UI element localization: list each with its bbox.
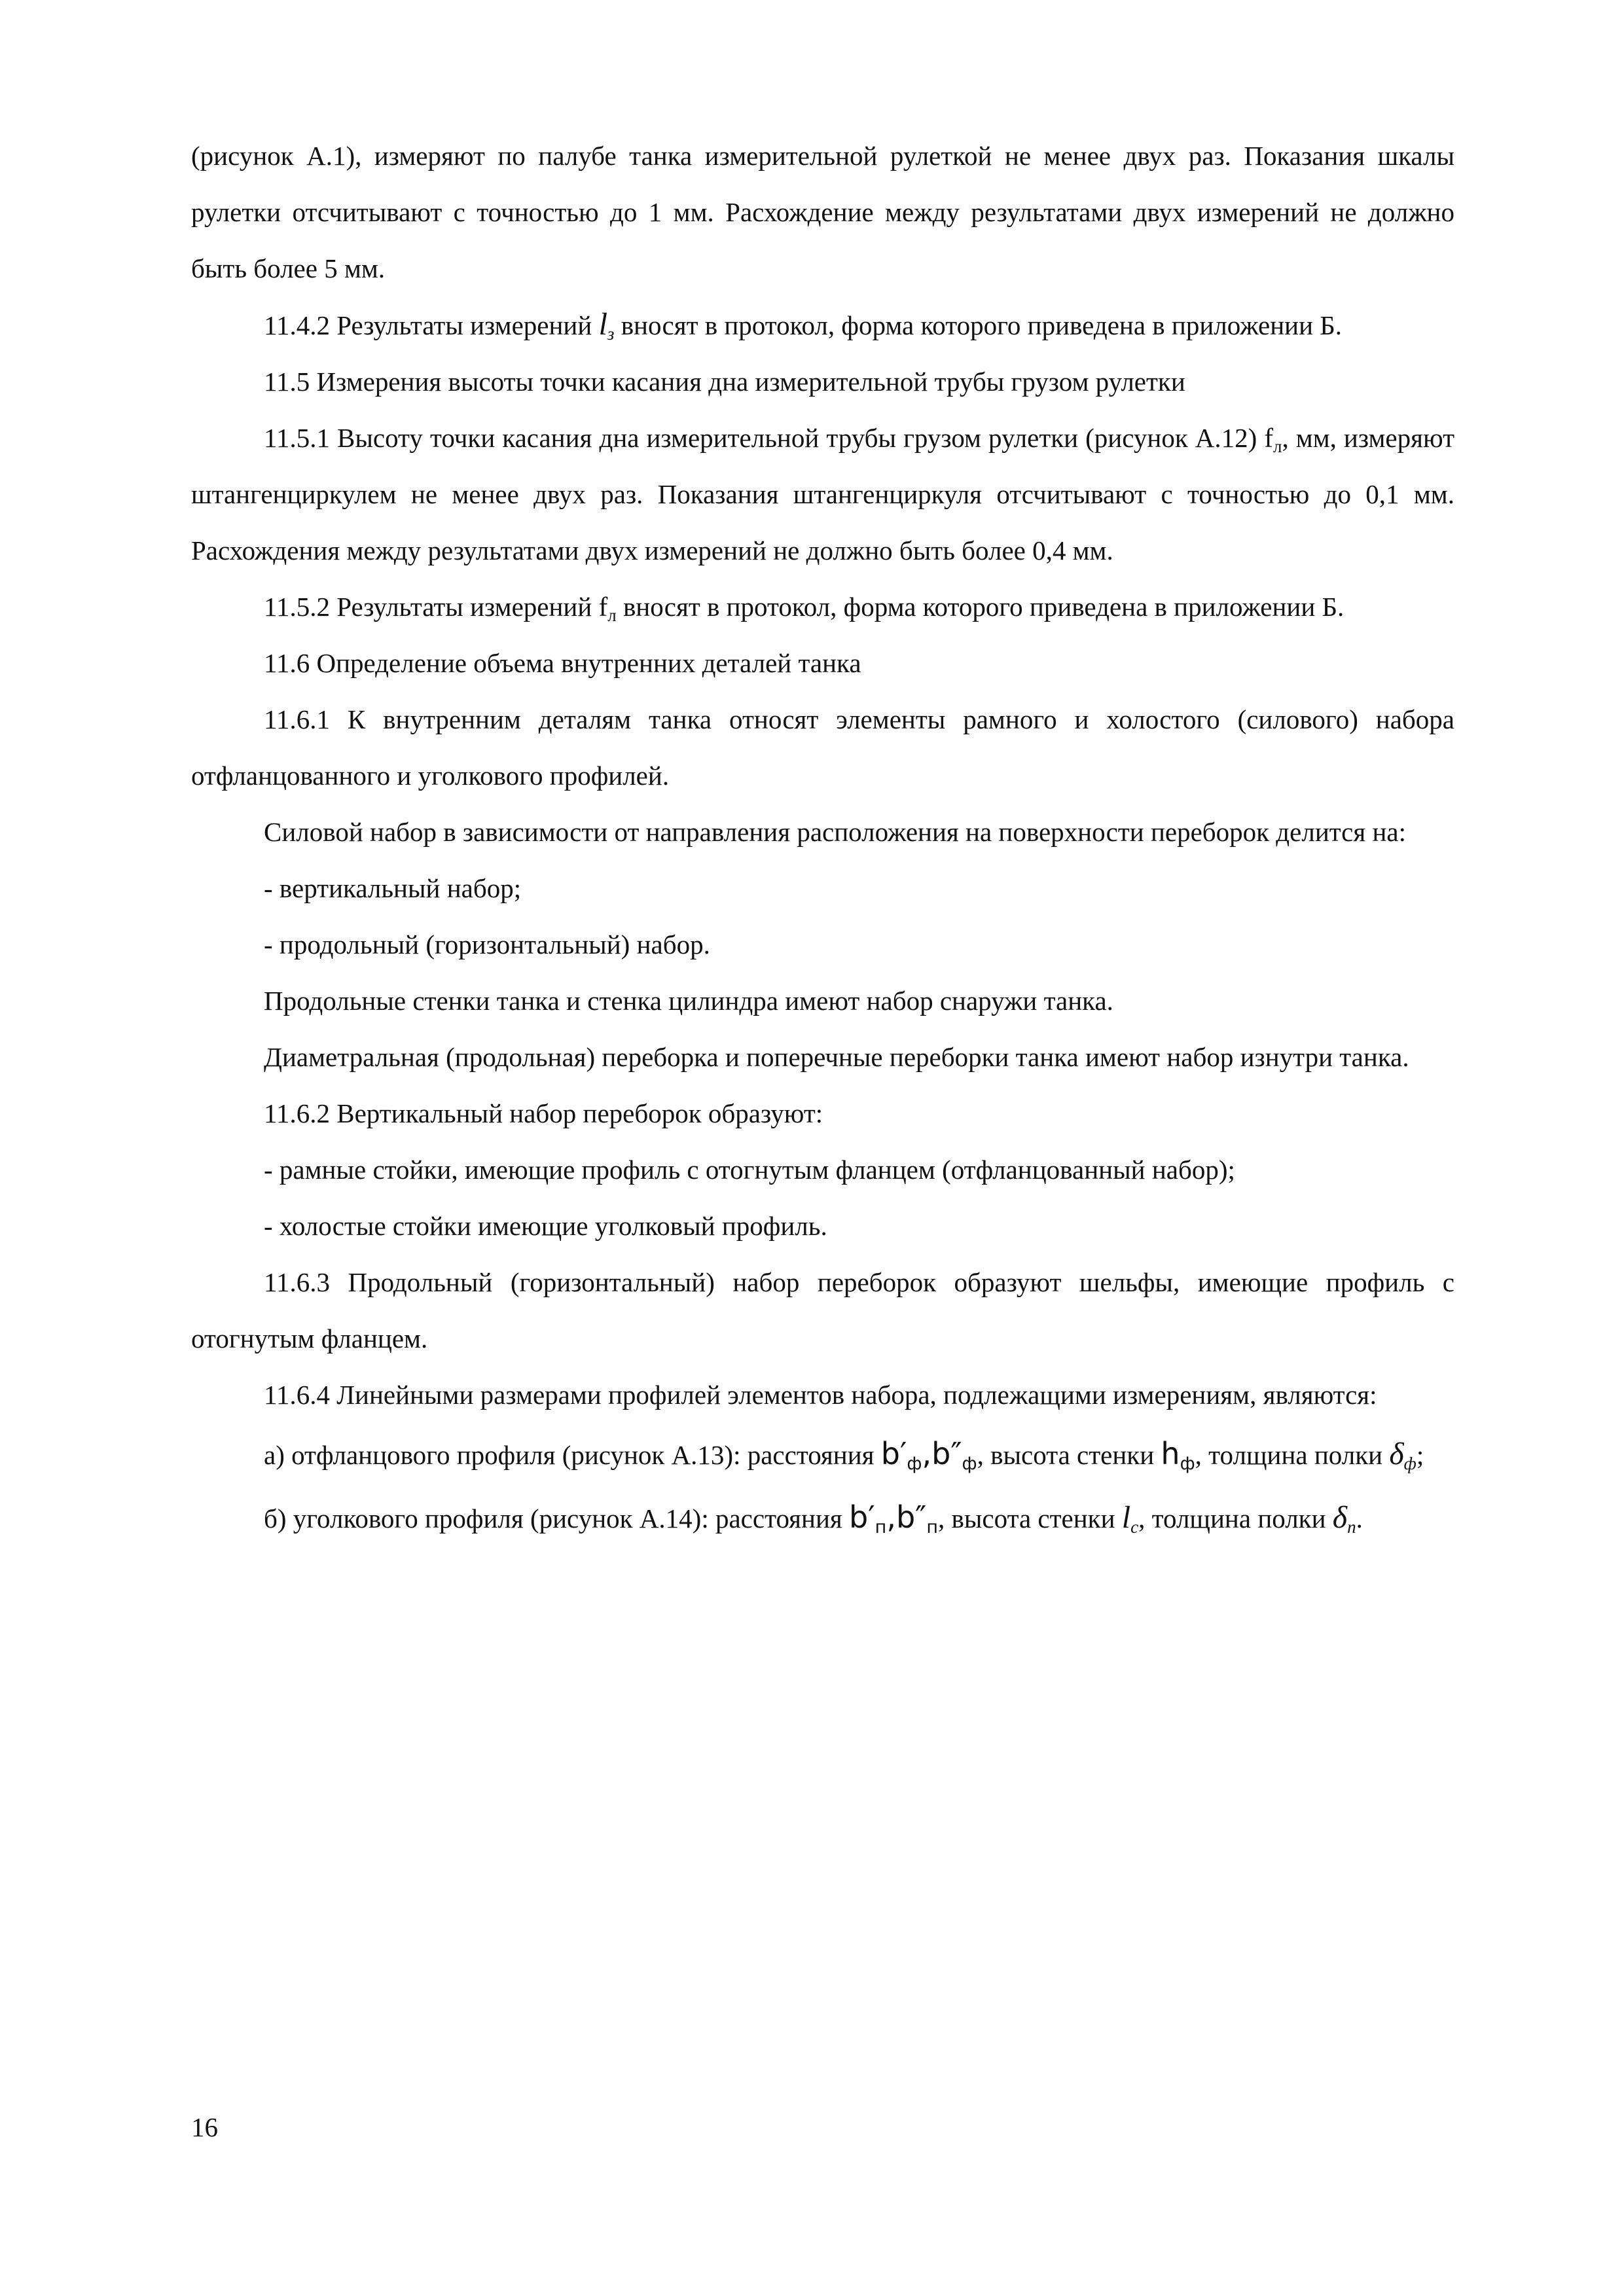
paragraph: Продольные стенки танка и стенка цилиндра имеют набор снаружи танка. bbox=[264, 986, 1113, 1016]
symbol-delta-f: $\delta_ф$ bbox=[1389, 1437, 1416, 1473]
symbol-delta-p: $\delta_п$ bbox=[1332, 1500, 1356, 1537]
list-item: - продольный (горизонтальный) набор. bbox=[264, 929, 710, 960]
symbol-hf: $h_ф$ bbox=[1161, 1436, 1195, 1474]
symbol-lc: $l_с$ bbox=[1121, 1500, 1139, 1537]
paragraph: (рисунок А.1), измеряют по палубе танка измерительной рулеткой не менее двух раз. Показания шкалы рулетки отсчитывают с точностью до 1 мм. Расхождение между результатами двух измерений не должно быть более 5 мм. bbox=[191, 141, 1454, 283]
paragraph: 11.4.2 Результаты измерений $l_з$ вносят в протокол, форма которого приведена в приложении Б. bbox=[264, 307, 1343, 344]
symbol-bp: $b'_п,b''_п$ bbox=[849, 1499, 938, 1537]
section-heading: 11.5 Измерения высоты точки касания дна измерительной трубы грузом рулетки bbox=[264, 367, 1185, 397]
section-heading: 11.6 Определение объема внутренних деталей танка bbox=[264, 648, 861, 678]
paragraph: 11.5.2 Результаты измерений $f_л$ вносят в протокол, форма которого приведена в приложении Б. bbox=[264, 592, 1344, 625]
paragraph: Силовой набор в зависимости от направления расположения на поверхности переборок делится на: bbox=[264, 817, 1407, 847]
paragraph: 11.6.4 Линейными размерами профилей элементов набора, подлежащими измерениям, являются: bbox=[264, 1380, 1377, 1410]
body-text bbox=[191, 128, 1454, 1550]
symbol-fl: $f_л$ bbox=[598, 592, 617, 625]
paragraph: а) отфланцового профиля (рисунок А.13): расстояния $b'_ф,b''_ф$, высота стенки $h_ф$, толщина полки $\delta_ф$; bbox=[264, 1436, 1424, 1474]
symbol-l3: $l_з$ bbox=[598, 307, 615, 344]
paragraph: 11.5.1 Высоту точки касания дна измерительной трубы грузом рулетки (рисунок А.12) $f_л$, мм, измеряют штангенциркулем не менее двух раз. Показания штангенциркуля отсчитывают с точностью до 0,1 мм. Расхождения между результатами двух измерений не должно быть более 0,4 мм. bbox=[191, 423, 1454, 565]
list-item: - вертикальный набор; bbox=[264, 873, 522, 903]
paragraph: 11.6.3 Продольный (горизонтальный) набор переборок образуют шельфы, имеющие профиль с отогнутым фланцем. bbox=[191, 1267, 1454, 1354]
page-number: 16 bbox=[191, 2112, 218, 2142]
symbol-bf: $b'_ф,b''_ф$ bbox=[880, 1436, 977, 1474]
paragraph: 11.6.1 К внутренним деталям танка относят элементы рамного и холостого (силового) набора отфланцованного и уголкового профилей. bbox=[191, 704, 1454, 791]
paragraph: б) уголкового профиля (рисунок А.14): расстояния $b'_п,b''_п$, высота стенки $l_с$, толщина полки $\delta_п$. bbox=[264, 1499, 1363, 1537]
list-item: - рамные стойки, имеющие профиль с отогнутым фланцем (отфланцованный набор); bbox=[264, 1155, 1235, 1185]
symbol-fl: $f_л$ bbox=[1264, 423, 1282, 456]
paragraph: Диаметральная (продольная) переборка и поперечные переборки танка имеют набор изнутри танка. bbox=[264, 1042, 1409, 1072]
paragraph: 11.6.2 Вертикальный набор переборок образуют: bbox=[264, 1098, 823, 1128]
list-item: - холостые стойки имеющие уголковый профиль. bbox=[264, 1211, 827, 1241]
